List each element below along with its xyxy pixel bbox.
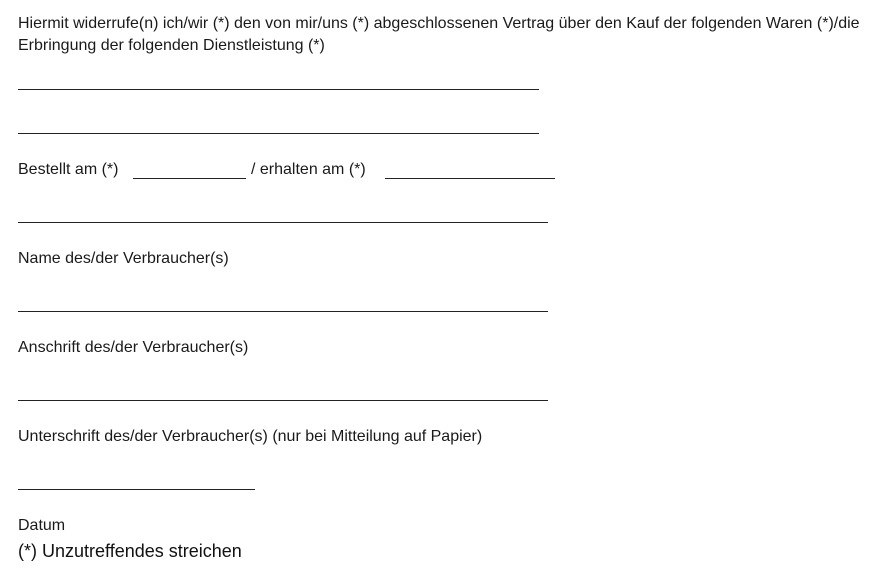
signature-line[interactable] — [18, 489, 255, 490]
signature-label: Unterschrift des/der Verbraucher(s) (nur bei Mitteilung auf Papier) — [18, 428, 483, 445]
consumer-address-line[interactable] — [18, 400, 548, 401]
date-label: Datum — [18, 517, 66, 534]
consumer-name-label: Name des/der Verbraucher(s) — [18, 250, 229, 267]
goods-line-1[interactable] — [18, 89, 539, 90]
ordered-label: Bestellt am (*) — [18, 161, 119, 178]
received-date-line[interactable] — [385, 178, 555, 179]
consumer-address-label: Anschrift des/der Verbraucher(s) — [18, 339, 249, 356]
consumer-name-line[interactable] — [18, 311, 548, 312]
intro-text: Hiermit widerrufe(n) ich/wir (*) den von mir/uns (*) abgeschlossenen Vertrag über den Kauf der folgenden Waren (*)/die Erbringung der folgenden Dienstleistung (*) — [18, 15, 860, 54]
goods-line-2[interactable] — [18, 133, 539, 134]
ordered-date-line[interactable] — [133, 178, 246, 179]
order-extra-line[interactable] — [18, 222, 548, 223]
received-label: / erhalten am (*) — [251, 161, 366, 178]
footnote: (*) Unzutreffendes streichen — [18, 541, 242, 561]
